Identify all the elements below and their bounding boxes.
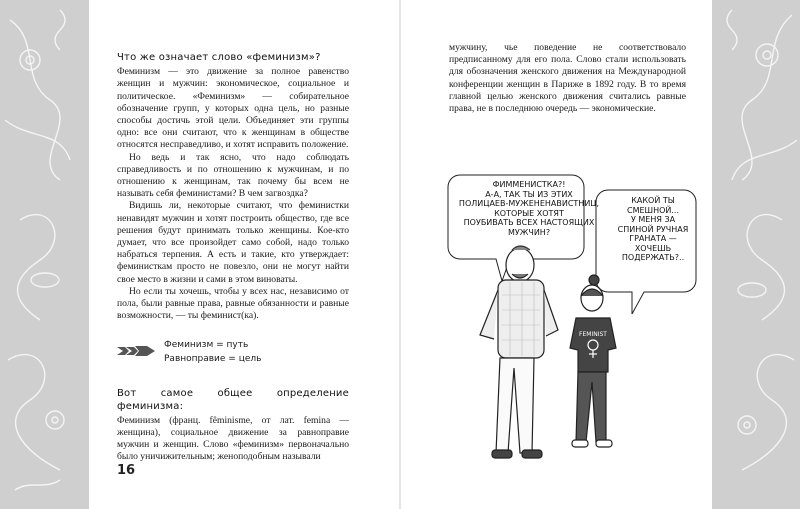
girl-speech-bubble (608, 196, 698, 263)
bubble-line: КАКОЙ ТЫ (631, 196, 675, 205)
bubble-line: ПОУБИВАТЬ ВСЕХ НАСТОЯЩИХ (463, 218, 595, 227)
bubble-line: МУЖЧИН? (507, 227, 551, 237)
bubble-line: ПОДЕРЖАТЬ?.. (621, 253, 685, 262)
page-gutter (399, 0, 401, 509)
man-speech-bubble (454, 180, 604, 237)
paragraph: Феминизм (франц. fêminisme, от лат. femina — женщина), социальное движение за равноправие мужчин и женщин. Слово «феминизм» первоначально было уничижительным; женоподобным называли (117, 414, 349, 463)
bubble-line: ПОЛИЦАЕВ-МУЖЕНЕНАВИСТНИЦ, (458, 199, 600, 208)
paragraph: Феминизм — это движение за полное равенство женщин и мужчин: экономическое, социальное и политическое. «Феминизм» — собирательное обозначение групп, у которых одна цель, но разные способы достичь этой цели. Объединяет эти группы одно: все они считают, что к женщинам в обществе относятся несправедливо, и хотят исправить положение. (117, 66, 349, 151)
definition-lines (164, 338, 261, 366)
right-text-column (449, 42, 686, 115)
girl-figure (570, 275, 616, 447)
bubble-line: ГРАНАТА — (629, 234, 677, 243)
page-number: 16 (117, 463, 136, 478)
section-heading: Вот самое общее определение феминизма: (117, 388, 349, 412)
paragraph: Но если ты хочешь, чтобы у всех нас, независимо от пола, были равные права, равные обязанности и равные возможности, — ты феминист(ка). (117, 285, 349, 322)
definition-box (117, 338, 349, 374)
bubble-line: ФИММЕНИСТКА?! (492, 180, 566, 189)
arrow-icon (117, 342, 157, 360)
paragraph: мужчину, чье поведение не соответствовало предписанному для его пола. Слово стали использовать для обозначения женского движения на Международной конференции женщин в Париже в 1892 году. В то время главной целью женского движения считались равные права, не в последнюю очередь — экономические. (449, 42, 686, 115)
floral-ornament-icon (712, 0, 800, 509)
bubble-line: СМЕШНОЙ... (626, 205, 680, 215)
bubble-line: СПИНОЙ РУЧНАЯ (617, 224, 689, 234)
man-figure (480, 246, 558, 458)
bubble-line: А-А, ТАК ТЫ ИЗ ЭТИХ (485, 189, 573, 199)
bubble-line: ХОЧЕШЬ (634, 243, 672, 253)
section-heading: Что же означает слово «феминизм»? (117, 52, 321, 63)
bubble-line: КОТОРЫЕ ХОТЯТ (494, 208, 564, 218)
definition-feminism: Феминизм = путь (164, 340, 249, 351)
definition-equality: Равноправие = цель (164, 354, 262, 365)
left-ornament-margin (0, 0, 89, 509)
paragraph: Но ведь и так ясно, что надо соблюдать справедливость и по отношению к мужчинам, и по отношению к женщинам, так почему бы всем не называть себя феминистами? В чем загвоздка? (117, 151, 349, 200)
bubble-line: У МЕНЯ ЗА (630, 215, 676, 224)
right-ornament-margin (712, 0, 800, 509)
floral-ornament-icon (0, 0, 89, 509)
left-text-column (117, 52, 349, 464)
shirt-text: FEMINIST (579, 331, 607, 338)
paragraph: Видишь ли, некоторые считают, что феминистки ненавидят мужчин и хотят построить общество, где все решения будут принимать только женщины. Кое-кто думает, что все произойдет само собой, надо только набраться терпения. А есть и такие, кто утверждает: феминисткам просто не повезло, они не могут найти свое место в жизни и сами в этом виноваты. (117, 200, 349, 285)
